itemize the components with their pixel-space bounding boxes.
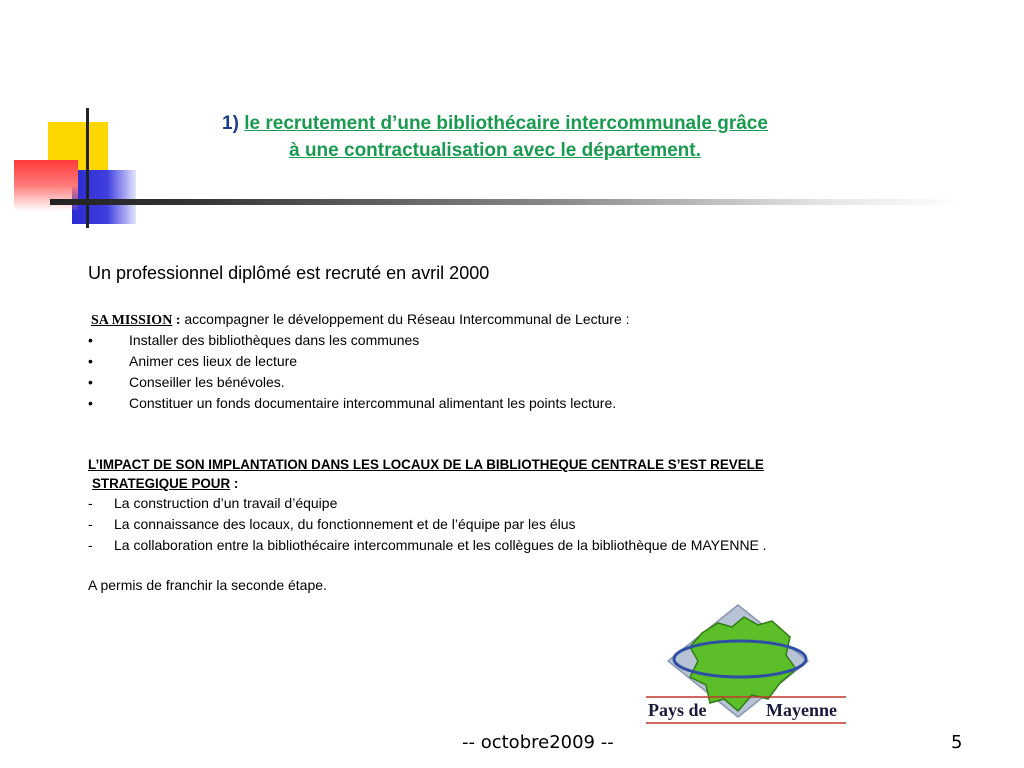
mission-label: SA MISSION	[91, 313, 173, 328]
decor-vertical-line	[86, 108, 89, 228]
dash-icon: -	[88, 495, 93, 511]
decor-horizontal-rule	[50, 199, 965, 205]
conclusion-text: A permis de franchir la seconde étape.	[88, 577, 327, 593]
title-number: 1)	[222, 113, 245, 134]
list-item: • Animer ces lieux de lecture	[88, 353, 298, 369]
list-item: • Constituer un fonds documentaire intercommunal alimentant les points lecture.	[88, 395, 617, 411]
impact-heading-line-1: L’IMPACT DE SON IMPLANTATION DANS LES LOCAUX DE LA BIBLIOTHEQUE CENTRALE S’EST REVELE	[88, 457, 764, 472]
list-item: - La collaboration entre la bibliothécaire intercommunale et les collègues de la bibliothèque de MAYENNE .	[88, 537, 767, 553]
mission-heading	[88, 311, 630, 329]
impact-strategic-label: STRATEGIQUE POUR	[92, 476, 231, 491]
list-item: • Installer des bibliothèques dans les communes	[88, 332, 420, 348]
mission-colon: :	[172, 313, 181, 328]
list-item: • Conseiller les bénévoles.	[88, 374, 285, 390]
footer-date: -- octobre2009 --	[462, 732, 614, 753]
decor-blue-square	[72, 170, 136, 224]
slide-title	[110, 110, 880, 164]
impact-heading-line-2	[88, 474, 238, 493]
page-number: 5	[951, 732, 963, 753]
logo-text-right: Mayenne	[766, 700, 837, 720]
title-line-1: le recrutement d’une bibliothécaire intercommunale grâce	[244, 113, 768, 134]
title-line-2: à une contractualisation avec le département.	[289, 140, 701, 161]
mission-text: accompagner le développement du Réseau Intercommunal de Lecture :	[180, 311, 630, 327]
impact-list	[88, 494, 767, 557]
bullet-icon: •	[88, 332, 93, 348]
list-item: - La connaissance des locaux, du fonctionnement et de l’équipe par les élus	[88, 516, 576, 532]
bullet-icon: •	[88, 353, 93, 369]
impact-colon: :	[230, 476, 239, 491]
mission-list	[88, 331, 616, 415]
intro-text: Un professionnel diplômé est recruté en avril 2000	[88, 263, 490, 283]
logo-text-left: Pays de	[648, 700, 707, 720]
bullet-icon: •	[88, 374, 93, 390]
dash-icon: -	[88, 516, 93, 532]
list-item: - La construction d’un travail d’équipe	[88, 495, 338, 511]
bullet-icon: •	[88, 395, 93, 411]
dash-icon: -	[88, 537, 93, 553]
